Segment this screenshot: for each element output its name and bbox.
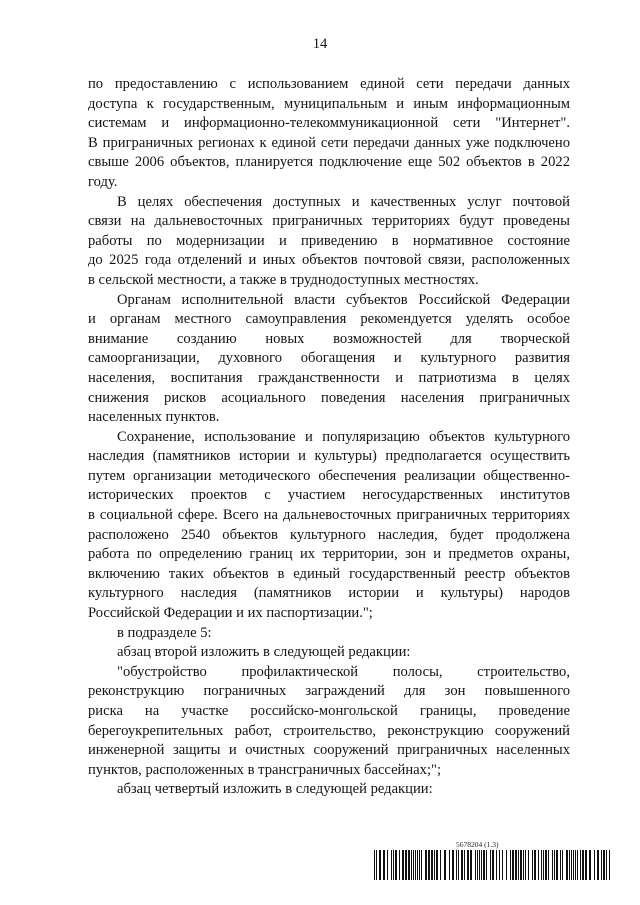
barcode-bar <box>379 850 381 880</box>
barcode-bar <box>606 850 607 880</box>
text-line: В целях обеспечения доступных и качественных услуг почтовой <box>117 193 570 210</box>
text-line: включению таких объектов в единый государственный реестр объектов <box>88 565 570 582</box>
text-line: "обустройство профилактической полосы, строительство, <box>117 663 570 680</box>
barcode-bar <box>520 850 522 880</box>
paragraph <box>88 624 570 644</box>
barcode-bar <box>601 850 602 880</box>
text-line: берегоукрепительных работ, строительство, реконструкцию сооружений <box>88 722 570 739</box>
paragraph <box>88 428 570 624</box>
barcode-bar <box>554 850 555 880</box>
barcode-bar <box>538 850 539 880</box>
barcode-bar <box>449 850 450 880</box>
text-line: связи на дальневосточных приграничных территориях будут проведены <box>88 213 570 230</box>
barcode-bar <box>408 850 410 880</box>
barcode-bar <box>490 850 491 880</box>
barcode-bar <box>502 850 503 880</box>
barcode-bar <box>545 850 547 880</box>
text-line: риска на участке российско-монгольской границы, проведение <box>88 703 570 719</box>
barcode-bar <box>556 850 558 880</box>
barcode-bar <box>523 850 524 880</box>
barcode-bar <box>456 850 457 880</box>
barcode-bar <box>431 850 433 880</box>
text-line: реконструкцию пограничных заграждений для зон повышенного <box>88 683 570 700</box>
barcode-bar <box>376 850 377 880</box>
document-body <box>88 75 570 800</box>
barcode-bar <box>481 850 482 880</box>
paragraph <box>88 291 570 428</box>
text-line: Сохранение, использование и популяризацию объектов культурного <box>117 428 570 445</box>
barcode-bar <box>541 850 542 880</box>
text-line: Российской Федерации и их паспортизации."; <box>88 605 373 622</box>
paragraph <box>88 663 570 781</box>
barcode-bar <box>528 850 529 880</box>
text-line: в сельской местности, а также в труднодоступных местностях. <box>88 271 479 288</box>
text-line: работы по модернизации и приведению в нормативное состояние <box>88 232 570 249</box>
barcode-bar <box>383 850 385 880</box>
barcode-bar <box>534 850 536 880</box>
barcode-bar <box>577 850 578 880</box>
text-line: наследия (памятников истории и культуры) предполагается осуществить <box>88 448 570 465</box>
barcode-bar <box>573 850 574 880</box>
barcode-bar <box>461 850 463 880</box>
barcode-bar <box>458 850 459 880</box>
barcode-bar <box>417 850 418 880</box>
text-line: в социальной сфере. Всего на дальневосточных приграничных территориях <box>88 507 570 524</box>
barcode-bar <box>515 850 517 880</box>
barcode-bar <box>499 850 500 880</box>
paragraph <box>88 75 570 193</box>
barcode-bar <box>575 850 576 880</box>
text-line: снижения рисков асоциального поведения населения приграничных <box>88 389 570 406</box>
barcode-bar <box>402 850 404 880</box>
barcode-bar <box>387 850 388 880</box>
barcode-bar <box>510 850 511 880</box>
barcode-bar <box>452 850 454 880</box>
barcode-bar <box>543 850 544 880</box>
barcode-bar <box>470 850 472 880</box>
barcode-bar <box>552 850 553 880</box>
paragraph <box>88 780 570 800</box>
barcode-bar <box>580 850 581 880</box>
text-line: до 2025 года отделений и иных объектов почтовой связи, расположенных <box>88 252 570 269</box>
barcode-bar <box>391 850 392 880</box>
barcode-bar <box>374 850 375 880</box>
barcode-bar <box>525 850 526 880</box>
barcode-bar <box>411 850 412 880</box>
barcode-bar <box>486 850 487 880</box>
text-line: доступа к государственным, муниципальным и иным информационным <box>88 95 570 112</box>
barcode-bar <box>512 850 514 880</box>
barcode-bar <box>440 850 441 880</box>
barcode-bar <box>532 850 533 880</box>
text-line: внимание созданию новых возможностей для творческой <box>88 330 570 347</box>
barcode-bar <box>393 850 394 880</box>
text-line: абзац второй изложить в следующей редакции: <box>117 644 411 661</box>
text-line: расположено 2540 объектов культурного наследия, будет продолжена <box>88 526 570 543</box>
document-code: 5678204 (1.3) <box>456 840 499 849</box>
barcode-bar <box>582 850 584 880</box>
text-line: самоорганизации, духовного обогащения и культурного развития <box>88 350 570 367</box>
barcode-bar <box>589 850 591 880</box>
barcode-bar <box>571 850 572 880</box>
text-line: по предоставлению с использованием единой сети передачи данных <box>88 76 570 92</box>
barcode-bar <box>603 850 605 880</box>
barcode-bar <box>428 850 430 880</box>
barcode-bar <box>597 850 599 880</box>
paragraph <box>88 643 570 663</box>
barcode-bar <box>492 850 494 880</box>
barcode-bar <box>548 850 549 880</box>
text-line: исторических проектов с участием негосударственных институтов <box>88 487 570 504</box>
barcode-bar <box>506 850 507 880</box>
barcode-bar <box>562 850 563 880</box>
barcode-bar <box>467 850 469 880</box>
text-line: системам и информационно-телекоммуникационной сети "Интернет". <box>88 115 570 132</box>
page-number: 14 <box>312 36 328 52</box>
barcode-bar <box>413 850 414 880</box>
barcode-bar <box>415 850 416 880</box>
barcode-bar <box>518 850 519 880</box>
text-line: инженерной защиты и очистных сооружений приграничных населенных <box>88 742 570 759</box>
barcode <box>374 850 612 880</box>
barcode-bar <box>419 850 420 880</box>
barcode-bar <box>479 850 480 880</box>
text-line: населенных пунктов. <box>88 409 220 426</box>
barcode-bar <box>405 850 407 880</box>
text-line: и органам местного самоуправления рекомендуется уделять особое <box>88 311 570 328</box>
text-line: В приграничных регионах к единой сети передачи данных уже подключено <box>88 134 570 151</box>
barcode-bar <box>566 850 568 880</box>
text-line: населения, воспитания гражданственности и патриотизма в целях <box>88 369 570 386</box>
text-line: пунктов, расположенных в трансграничных бассейнах;"; <box>88 761 442 778</box>
paragraph <box>88 193 570 291</box>
barcode-bar <box>425 850 427 880</box>
barcode-bar <box>464 850 465 880</box>
barcode-bar <box>569 850 570 880</box>
barcode-bar <box>560 850 561 880</box>
text-line: культурного наследия (памятников истории и культуры) народов <box>88 585 570 602</box>
text-line: свыше 2006 объектов, планируется подключение еще 502 объектов в 2022 <box>88 154 570 171</box>
barcode-bar <box>609 850 610 880</box>
text-line: путем организации методического обеспечения реализации общественно- <box>88 467 570 484</box>
text-line: абзац четвертый изложить в следующей редакции: <box>117 781 433 798</box>
barcode-bar <box>436 850 438 880</box>
barcode-bar <box>395 850 397 880</box>
barcode-bar <box>477 850 478 880</box>
text-line: Органам исполнительной власти субъектов Российской Федерации <box>117 291 570 308</box>
barcode-bar <box>444 850 446 880</box>
barcode-bar <box>483 850 485 880</box>
barcode-bar <box>434 850 435 880</box>
barcode-bar <box>421 850 422 880</box>
text-line: работа по определению границ их территории, зон и предметов охраны, <box>88 546 570 563</box>
barcode-bar <box>496 850 497 880</box>
text-line: в подразделе 5: <box>117 624 212 641</box>
barcode-bar <box>594 850 595 880</box>
barcode-bar <box>585 850 587 880</box>
barcode-bar <box>475 850 476 880</box>
barcode-bar <box>399 850 400 880</box>
text-line: году. <box>88 173 118 190</box>
